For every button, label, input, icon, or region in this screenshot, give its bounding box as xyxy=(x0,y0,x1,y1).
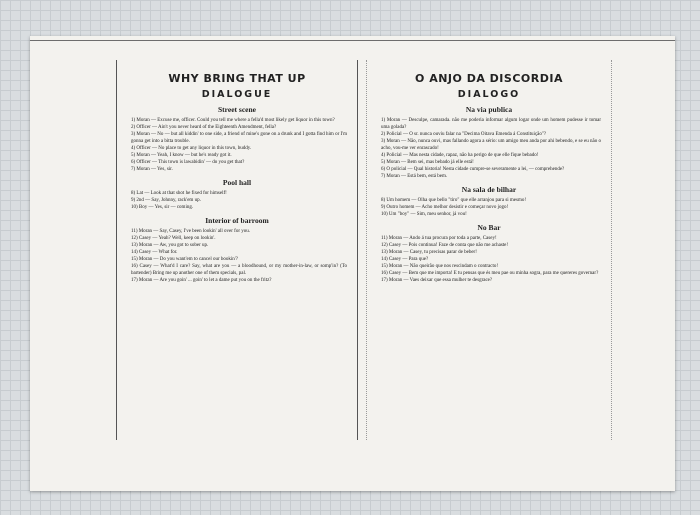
dialogue-lines xyxy=(117,190,357,211)
dialogue-line: 3) Moran — Não, nunca ouvi, mas fallando agora a sério: um amigo meu anda por ahi bebendo, e se eu não o acho, vou-me ver enrascado! xyxy=(381,139,601,151)
dialogue-line: 15) Moran — Do you want'em to cancel our bookin'? xyxy=(131,257,238,262)
dialogue-line: 4) Policial — Mas nesta cidade, rapaz, não ha perigo de que elle fique bebado! xyxy=(381,153,539,158)
section-heading: Na sala de bilhar xyxy=(461,185,517,194)
dialogue-line: 17) Moran — Vaes deixar que essa mulher te desgrace? xyxy=(381,278,493,283)
dialogue-line: 14) Casey — What for. xyxy=(131,250,178,255)
dialogue-line: 6) Officer — This town is lawabidin' — do you get that? xyxy=(131,160,245,165)
top-rule xyxy=(30,40,675,41)
dialogue-lines xyxy=(367,117,611,180)
dialogue-line: 13) Moran — Aw, you got to sober up. xyxy=(131,243,209,248)
dialogue-line: 3) Moran — No — but all kiddin' to one side, a friend of mine's gone on a drunk and I gotta find him or I'm gonna get into a bitta trouble. xyxy=(131,132,347,144)
dialogue-lines xyxy=(367,197,611,218)
english-dialogue-column xyxy=(116,60,358,440)
dialogue-line: 15) Moran — Não queirão que nos rescindam o contracto! xyxy=(381,264,499,269)
dialogue-line: 10) Um "boy" — Sim, meu senhor, já vou! xyxy=(381,212,467,217)
dialogue-line: 6) O policial — Qual historia! Nesta cidade cumpre-se severamente a lei, — comprehende? xyxy=(381,167,565,172)
dialogue-line: 7) Moran — Está bem, está bem. xyxy=(381,174,448,179)
dialogue-line: 11) Moran — Ando á tua procura por toda a parte, Casey! xyxy=(381,236,497,241)
dialogue-line: 8) Lat — Look at that shot he fixed for himself! xyxy=(131,191,227,196)
document-sheet xyxy=(30,36,675,491)
portuguese-subtitle: DIALOGO xyxy=(457,89,521,100)
portuguese-dialogue-column xyxy=(366,60,612,440)
english-title: WHY BRING THAT UP xyxy=(168,72,306,85)
section-heading: Pool hall xyxy=(222,178,252,187)
dialogue-line: 11) Moran — Say, Casey, I've been lookin' all over for you. xyxy=(131,229,250,234)
dialogue-line: 4) Officer — No place to get any liquor in this town, buddy. xyxy=(131,146,252,151)
dialogue-line: 2) Policial — O sr. nunca ouviu falar na "Decima Oitava Emenda á Constituição"? xyxy=(381,132,547,137)
dialogue-lines xyxy=(117,228,357,284)
section-heading: Street scene xyxy=(218,105,256,114)
dialogue-line: 1) Moran — Desculpe, camarada. não me poderia informar algum logar onde um homem pudesse ir tomar uma golada? xyxy=(381,118,601,130)
dialogue-line: 13) Moran — Casey, tu precisas parar de beber! xyxy=(381,250,477,255)
dialogue-lines xyxy=(117,117,357,173)
dialogue-line: 9) 2nd — Say, Johnny, rack'em up. xyxy=(131,198,201,203)
section-heading: Interior of barroom xyxy=(205,216,269,225)
dialogue-line: 17) Moran — Are you goin' ... goin' to let a dame put you on the fritz? xyxy=(131,278,272,283)
dialogue-line: 9) Outro homem — Acho melhor desistir e começar novo jogo! xyxy=(381,205,509,210)
dialogue-line: 8) Um homem — Olha que bello "tiro" que elle arranjou para si mesmo! xyxy=(381,198,527,203)
dialogue-lines xyxy=(367,235,611,284)
dialogue-line: 1) Moran — Excuse me, officer. Could you tell me where a fella'd most likely get liquor in this town? xyxy=(131,118,335,123)
dialogue-line: 7) Moran — Yes, sir. xyxy=(131,167,173,172)
dialogue-line: 2) Officer — Ain't you never heard of the Eighteenth Amendment, fella? xyxy=(131,125,277,130)
dialogue-line: 12) Casey — Yeah? Well, keep on lookin'. xyxy=(131,236,216,241)
dialogue-line: 16) Casey — What'd I care? Say, what are you — a bloodhound, or my mother-in-law, or somp'in? (To bartender) Bring me up another one of them specials, pal. xyxy=(131,264,347,276)
portuguese-title: O ANJO DA DISCORDIA xyxy=(415,72,563,85)
english-subtitle: DIALOGUE xyxy=(201,89,273,100)
section-heading: No Bar xyxy=(477,223,501,232)
dialogue-line: 16) Casey — Bem que me importa! E tu pensas que és meu pae ou minha sogra, para me quereres governar? xyxy=(381,271,599,276)
dialogue-line: 5) Moran — Bem sei, mas bebado já elle está! xyxy=(381,160,474,165)
dialogue-line: 5) Moran — Yeah, I know — but he's ready got it. xyxy=(131,153,232,158)
dialogue-line: 12) Casey — Pois continua! Faze de conta que não me achaste! xyxy=(381,243,509,248)
dialogue-line: 10) Boy — Yes, sir — coming. xyxy=(131,205,194,210)
dialogue-line: 14) Casey — Para que? xyxy=(381,257,429,262)
section-heading: Na via publica xyxy=(465,105,513,114)
